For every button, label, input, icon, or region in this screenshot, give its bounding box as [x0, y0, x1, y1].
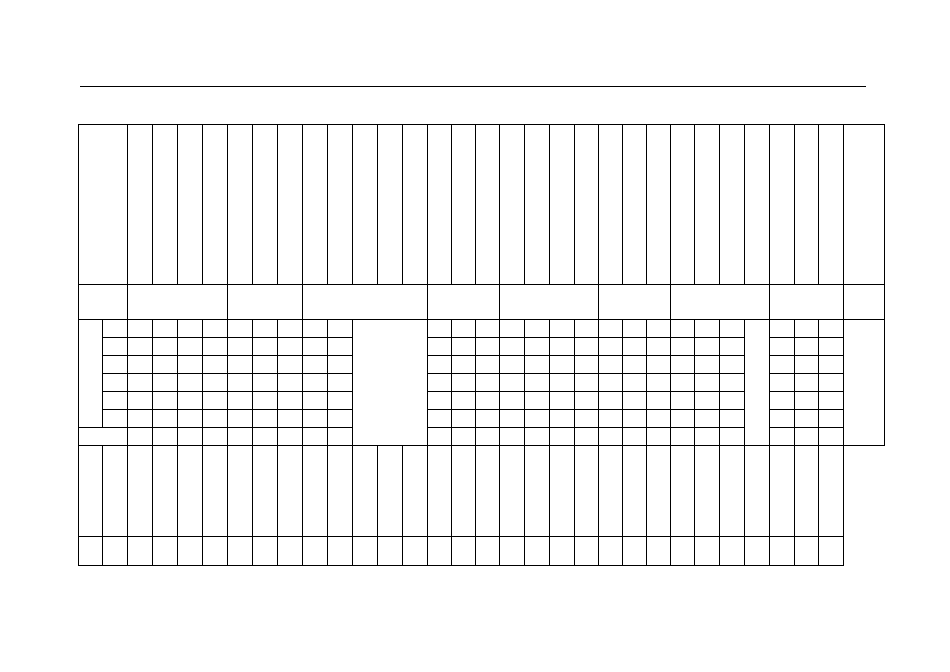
trial-1-score — [278, 446, 303, 537]
written-score-label — [745, 320, 770, 446]
category-reading — [500, 285, 599, 320]
trial-2-score — [647, 537, 671, 566]
trial-2-score — [378, 537, 403, 566]
trial-1-score — [328, 446, 353, 537]
category-repeat — [228, 285, 303, 320]
test-item-header — [378, 125, 403, 285]
trial-1-score — [353, 446, 378, 537]
test-item-header — [671, 125, 695, 285]
category-read-aloud — [428, 285, 500, 320]
trial-1-score — [770, 446, 795, 537]
test-item-header — [178, 125, 203, 285]
test-item-header — [476, 125, 500, 285]
trial-1-score — [378, 446, 403, 537]
trial-1-score — [403, 446, 428, 537]
trial-1-score — [476, 446, 500, 537]
category-describe — [671, 285, 770, 320]
trial-1-score — [695, 446, 720, 537]
test-item-header — [550, 125, 575, 285]
trial-1-score — [128, 446, 153, 537]
trial-2-score — [203, 537, 228, 566]
trial-1-score — [745, 446, 770, 537]
stop-label — [79, 428, 128, 446]
test-item-header — [844, 125, 885, 285]
trial-2-score — [599, 537, 623, 566]
category-copy — [599, 285, 671, 320]
category-calc — [844, 285, 885, 320]
scale-level — [103, 392, 128, 410]
trial-2-score — [278, 537, 303, 566]
trial-2-score — [328, 537, 353, 566]
test-item-header — [500, 125, 525, 285]
test-item-header — [353, 125, 378, 285]
trial-2-score — [128, 537, 153, 566]
trial-2-score — [623, 537, 647, 566]
trial-2-score — [575, 537, 599, 566]
test-item-header — [695, 125, 720, 285]
test-item-header — [403, 125, 428, 285]
test-item-header — [599, 125, 623, 285]
lang-score-label — [353, 320, 428, 446]
test-item-header — [253, 125, 278, 285]
trial-2-score — [178, 537, 203, 566]
test-item-header — [452, 125, 476, 285]
test-item-header — [328, 125, 353, 285]
trial-1-score — [720, 446, 745, 537]
test-item-header — [819, 125, 844, 285]
test-item-header — [128, 125, 153, 285]
header-rule — [80, 86, 866, 87]
scale-level — [103, 410, 128, 428]
trial-1-score — [153, 446, 178, 537]
scale-label — [79, 320, 103, 428]
trial-2-score — [228, 537, 253, 566]
trial-1-score — [253, 446, 278, 537]
trial-1-score — [500, 446, 525, 537]
test-item-header — [153, 125, 178, 285]
trial-2-score — [403, 537, 428, 566]
trial-1-score — [623, 446, 647, 537]
trial-2-score — [695, 537, 720, 566]
trial-1-score — [647, 446, 671, 537]
trial-1-score — [795, 446, 819, 537]
trial-1-score — [452, 446, 476, 537]
trial-1-score — [178, 446, 203, 537]
test-item-header — [575, 125, 599, 285]
trial-1-score — [550, 446, 575, 537]
trial-2-score — [671, 537, 695, 566]
test-item-header — [303, 125, 328, 285]
trial-1-score — [203, 446, 228, 537]
trial-2-score — [476, 537, 500, 566]
trial-2-score — [353, 537, 378, 566]
trial-2-score — [745, 537, 770, 566]
header-row — [79, 125, 885, 285]
category-listen — [128, 285, 228, 320]
test-item-header — [647, 125, 671, 285]
test-item-header — [770, 125, 795, 285]
trial-2-score — [795, 537, 819, 566]
category-dictation — [770, 285, 844, 320]
test-item-header — [623, 125, 647, 285]
test-item-header — [745, 125, 770, 285]
trial-2-score — [428, 537, 452, 566]
scale-level — [103, 356, 128, 374]
trial-2-score — [525, 537, 550, 566]
trial-1-score — [575, 446, 599, 537]
aphasia-score-table — [78, 124, 885, 566]
trial-2-score — [452, 537, 476, 566]
test-item-header — [428, 125, 452, 285]
trial-1-score — [599, 446, 623, 537]
category-corner — [79, 285, 128, 320]
trial-1-score — [428, 446, 452, 537]
trial-2-score — [770, 537, 795, 566]
scale-level — [103, 374, 128, 392]
test-item-header — [228, 125, 253, 285]
trial-2-score — [153, 537, 178, 566]
trial-1-score — [819, 446, 844, 537]
trial-1-row — [79, 446, 885, 537]
trial-2-score — [720, 537, 745, 566]
scale-level — [103, 338, 128, 356]
test-item-header — [720, 125, 745, 285]
category-speak — [303, 285, 428, 320]
trial-1-label — [79, 446, 103, 537]
scale-level — [103, 320, 128, 338]
scale-row-6 — [79, 320, 885, 338]
correct-label — [844, 320, 885, 446]
trial-1-score-label — [103, 446, 128, 537]
corner-cell — [79, 125, 128, 285]
trial-2-score — [819, 537, 844, 566]
trial-2-score — [303, 537, 328, 566]
trial-1-score — [671, 446, 695, 537]
test-item-header — [795, 125, 819, 285]
test-item-header — [278, 125, 303, 285]
trial-1-score — [525, 446, 550, 537]
trial-1-score — [228, 446, 253, 537]
trial-2-score — [500, 537, 525, 566]
trial-2-row — [79, 537, 885, 566]
category-row — [79, 285, 885, 320]
trial-2-label — [79, 537, 103, 566]
trial-2-score — [550, 537, 575, 566]
test-item-header — [203, 125, 228, 285]
trial-1-score — [303, 446, 328, 537]
trial-2-score — [253, 537, 278, 566]
test-item-header — [525, 125, 550, 285]
trial-2-score-label — [103, 537, 128, 566]
